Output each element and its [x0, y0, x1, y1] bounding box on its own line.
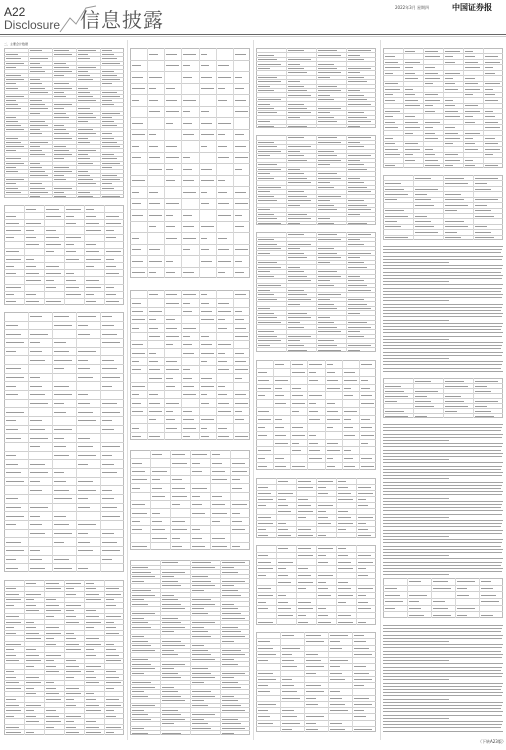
column-divider: [127, 40, 128, 740]
column-divider: [380, 40, 381, 740]
page-code-en: Disclosure: [4, 18, 61, 32]
financial-table: [256, 232, 376, 352]
financial-table: [383, 175, 503, 240]
section-title: 信息披露: [80, 8, 164, 32]
column-divider: [253, 40, 254, 740]
issue-date: 2022年3月 星期四: [395, 5, 429, 10]
financial-table: [4, 205, 124, 305]
financial-table: [256, 478, 376, 538]
financial-table: [130, 48, 250, 278]
financial-table: [256, 545, 376, 625]
financial-table: [256, 632, 376, 732]
financial-table: [383, 578, 503, 618]
continued-notice: （下转A23版）: [478, 739, 506, 744]
financial-table: [4, 580, 124, 735]
page-code: A22: [4, 5, 26, 19]
masthead: [0, 0, 506, 40]
left-heading: 二、主要会计数据: [4, 42, 29, 46]
financial-table: [130, 450, 250, 550]
financial-table: [383, 48, 503, 168]
financial-table: [130, 560, 250, 735]
newspaper-logo: 中国证券报: [452, 2, 492, 12]
financial-table: [4, 48, 124, 198]
financial-table: [4, 312, 124, 572]
financial-table: [256, 135, 376, 225]
financial-table: [130, 290, 250, 440]
financial-table: [383, 378, 503, 418]
financial-table: [256, 360, 376, 470]
masthead-rule: [0, 34, 506, 35]
masthead-rule-thin: [0, 36, 506, 37]
financial-table: [256, 48, 376, 128]
